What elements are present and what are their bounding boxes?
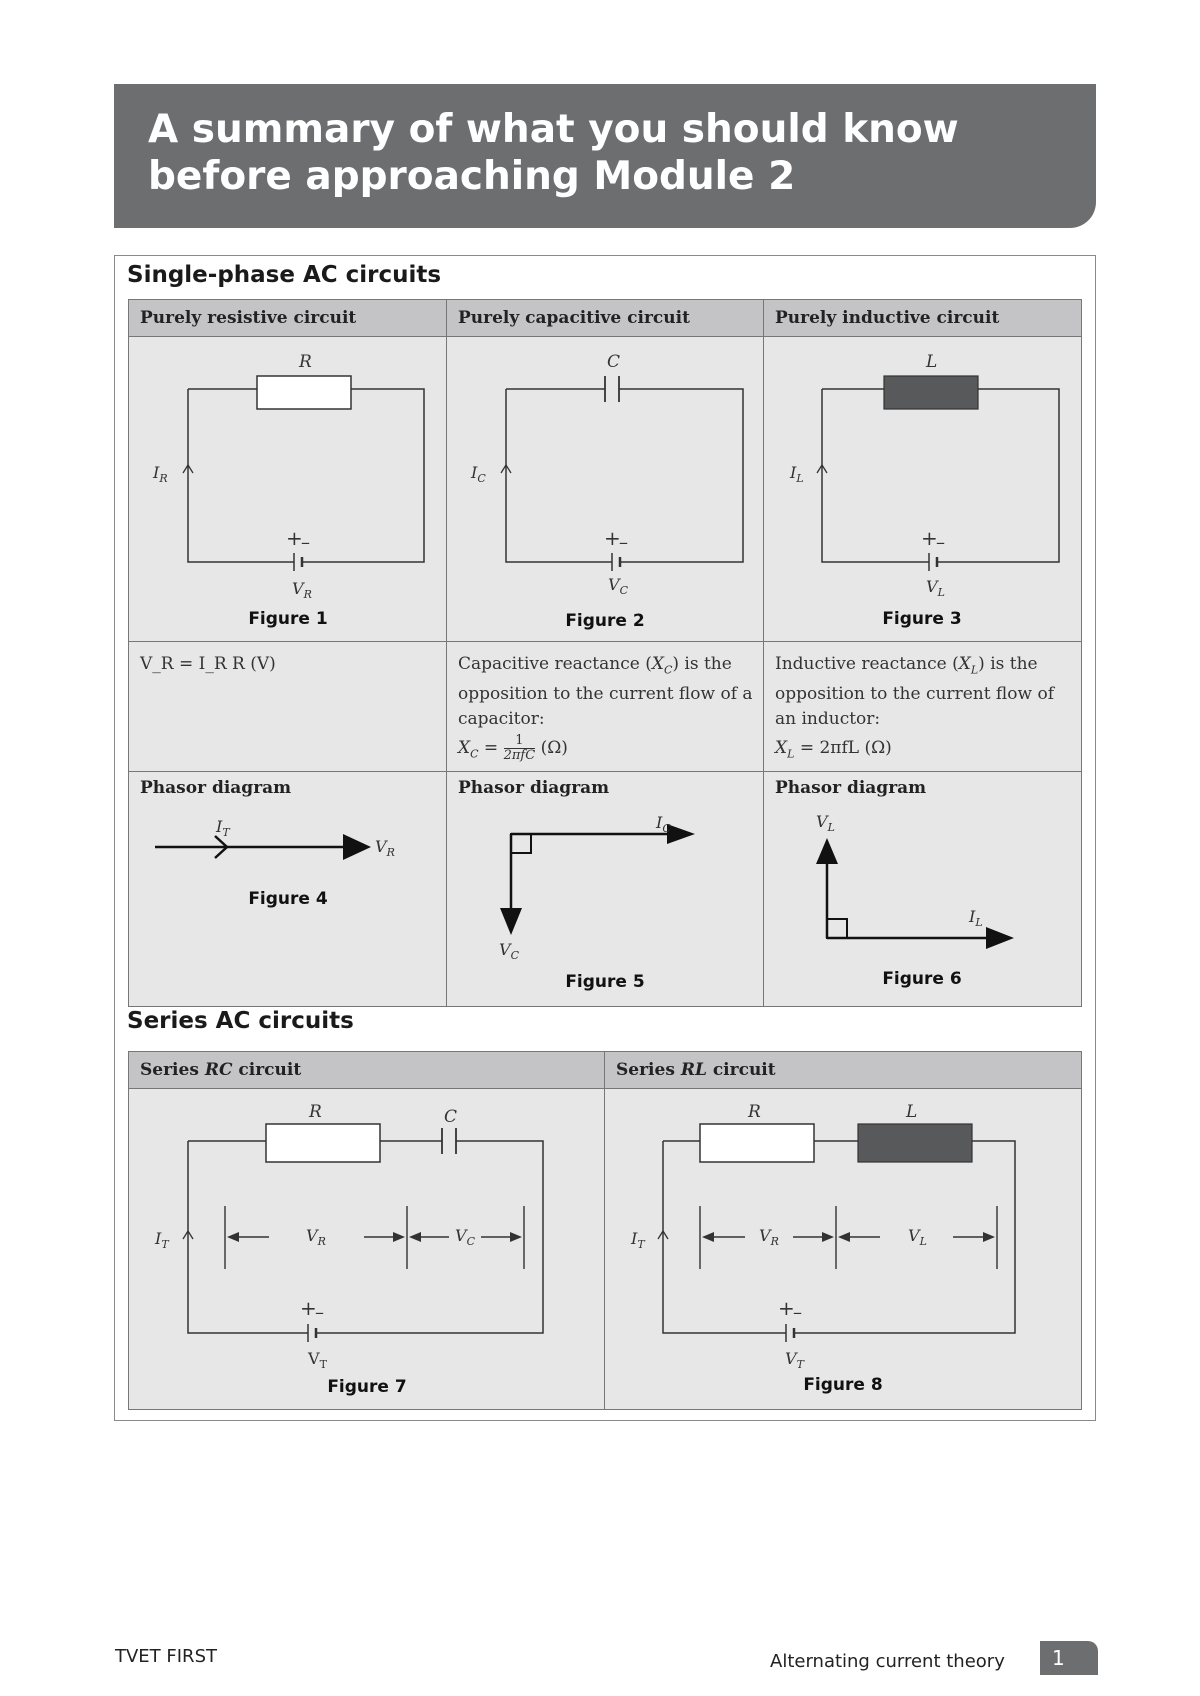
current-label: I <box>153 463 160 482</box>
svg-text:VR <box>759 1226 779 1248</box>
vr-arrow-left <box>702 1232 714 1242</box>
voltage-label: V <box>926 577 938 596</box>
resistor-symbol <box>700 1124 814 1162</box>
svg-text:VC <box>608 575 629 597</box>
voltage-label-sub: C <box>619 584 628 597</box>
footer-publisher: TVET FIRST <box>115 1646 217 1667</box>
current-label: I <box>631 1229 638 1248</box>
svg-text:C <box>607 352 620 372</box>
phasor-title: Phasor diagram <box>775 778 927 798</box>
section-title-series: Series AC circuits <box>127 1008 354 1034</box>
resistive-phasor-cell <box>129 772 447 1006</box>
capacitive-desc-sym: X <box>651 654 664 674</box>
vl-arrow-right <box>983 1232 995 1242</box>
vr-arrow-right <box>393 1232 405 1242</box>
phasor-current-sub: T <box>222 826 230 839</box>
footer-book-title: Alternating current theory <box>770 1651 1005 1672</box>
supply-label-sub: T <box>796 1358 804 1371</box>
inductive-circuit-cell <box>764 337 1081 642</box>
svg-text:IT <box>154 1229 170 1251</box>
current-label: I <box>155 1229 162 1248</box>
formula-lhs-sub: L <box>787 747 795 761</box>
page-title-line1: A summary of what you should know <box>148 107 959 152</box>
resistive-circuit-cell <box>129 337 447 642</box>
battery-plus: + <box>604 526 621 550</box>
current-label-sub: C <box>477 472 486 485</box>
svg-text:R <box>298 352 312 372</box>
supply-label: V <box>785 1349 797 1368</box>
single-phase-table <box>128 299 1082 1007</box>
capacitive-circuit-cell <box>447 337 764 642</box>
svg-text:VR <box>292 579 312 601</box>
vc-label-sub: C <box>466 1235 475 1248</box>
header-series-rc-a: Series <box>140 1060 205 1080</box>
current-label-sub: L <box>796 472 804 485</box>
component-label-l: L <box>906 1102 918 1122</box>
svg-text:VT <box>307 1349 328 1371</box>
resistive-phasor-diagram <box>129 772 447 1006</box>
figure-6-label: Figure 6 <box>882 969 962 989</box>
battery-plus: + <box>286 526 303 550</box>
svg-text:VT <box>785 1349 806 1371</box>
current-label: I <box>790 463 797 482</box>
capacitive-desc-b: ) is the opposition to the current flow of a capacitor: <box>458 654 753 730</box>
series-rl-cell <box>605 1089 1081 1409</box>
current-label: I <box>471 463 478 482</box>
component-label-r: R <box>309 1102 322 1122</box>
svg-text:IT <box>630 1229 646 1251</box>
current-phasor-arrowhead <box>667 824 695 844</box>
voltage-label-sub: R <box>303 588 312 601</box>
inductive-desc-b: ) is the opposition to the current flow of an inductor: <box>775 654 1054 730</box>
vc-arrow-right <box>510 1232 522 1242</box>
capacitive-reactance-text <box>458 652 753 767</box>
component-label-r: R <box>748 1102 761 1122</box>
inductive-phasor-cell <box>764 772 1081 1006</box>
title-banner <box>114 84 1096 228</box>
formula-denominator: 2πfC <box>503 748 536 764</box>
svg-text:R <box>747 1102 761 1122</box>
battery-minus: – <box>315 1302 324 1323</box>
svg-text:IL <box>789 463 804 485</box>
resistive-circuit-diagram <box>129 337 447 642</box>
battery-plus: + <box>778 1296 795 1320</box>
svg-text:IL <box>968 907 983 929</box>
voltage-label: V <box>608 575 620 594</box>
phasor-current-label: I <box>969 907 976 926</box>
phasor-voltage-sub: L <box>827 821 835 834</box>
vc-arrow-left <box>409 1232 421 1242</box>
header-series-rl-b: circuit <box>706 1060 776 1080</box>
current-label-sub: R <box>159 472 168 485</box>
svg-text:C <box>444 1107 457 1127</box>
figure-7-label: Figure 7 <box>327 1377 407 1397</box>
series-table <box>128 1051 1082 1410</box>
component-label-r: R <box>299 352 312 372</box>
phasor-current-sub: C <box>662 822 671 835</box>
voltage-label-sub: L <box>937 586 945 599</box>
inductive-reactance-formula <box>775 736 1071 766</box>
inductor-symbol <box>858 1124 972 1162</box>
formula-lhs: X <box>458 738 471 759</box>
battery-plus: + <box>300 1296 317 1320</box>
figure-3-label: Figure 3 <box>882 609 962 629</box>
series-rc-cell <box>129 1089 605 1409</box>
svg-text:VL <box>908 1226 927 1248</box>
header-series-rc-sym: RC <box>204 1060 233 1080</box>
formula-lhs: X <box>775 738 788 759</box>
vr-arrow-left <box>227 1232 239 1242</box>
series-rc-circuit-diagram <box>129 1089 605 1409</box>
inductive-desc-sym: X <box>958 654 971 674</box>
phasor-voltage-label: V <box>375 837 387 856</box>
voltage-label: V <box>292 579 304 598</box>
svg-text:VC <box>499 940 520 962</box>
header-series-rl-sym: RL <box>680 1060 707 1080</box>
svg-text:VR <box>306 1226 326 1248</box>
svg-text:IR <box>152 463 168 485</box>
svg-text:L <box>905 1102 917 1122</box>
page-number: 1 <box>1040 1641 1098 1675</box>
svg-text:VL <box>926 577 945 599</box>
header-capacitive: Purely capacitive circuit <box>447 300 764 337</box>
current-phasor-arrowhead <box>986 927 1014 949</box>
capacitive-phasor-diagram <box>447 772 764 1006</box>
capacitive-desc-a: Capacitive reactance ( <box>458 654 652 674</box>
battery-minus: – <box>936 532 945 553</box>
inductive-desc-sym-sub: L <box>970 663 979 677</box>
svg-text:L <box>925 352 937 372</box>
figure-8-label: Figure 8 <box>803 1375 883 1395</box>
header-resistive: Purely resistive circuit <box>129 300 447 337</box>
voltage-phasor-arrowhead <box>816 838 838 864</box>
battery-minus: – <box>619 532 628 553</box>
phasor-voltage-label: V <box>499 940 511 959</box>
ohms-law-formula: V_R = I_R R (V) <box>140 654 276 674</box>
header-series-rl <box>605 1052 1081 1089</box>
vr-label-sub: R <box>317 1235 326 1248</box>
phasor-current-label: I <box>656 813 663 832</box>
inductive-formula-cell <box>764 642 1081 772</box>
right-angle-marker <box>827 919 847 938</box>
battery-plus: + <box>921 526 938 550</box>
header-series-rc-b: circuit <box>232 1060 302 1080</box>
header-series-rl-a: Series <box>616 1060 681 1080</box>
right-angle-marker <box>511 834 531 853</box>
formula-lhs-sub: C <box>470 747 479 761</box>
resistor-symbol <box>266 1124 380 1162</box>
current-label-sub: T <box>161 1238 169 1251</box>
capacitive-formula-cell <box>447 642 764 772</box>
figure-4-label: Figure 4 <box>248 889 328 909</box>
vr-label-sub: R <box>770 1235 779 1248</box>
svg-text:IC <box>470 463 486 485</box>
capacitive-desc-sym-sub: C <box>663 663 673 677</box>
inductive-phasor-diagram <box>764 772 1081 1006</box>
vl-label-sub: L <box>919 1235 927 1248</box>
inductive-circuit-diagram <box>764 337 1081 642</box>
inductive-reactance-text <box>775 652 1071 767</box>
supply-label-sub: T <box>319 1358 327 1371</box>
svg-text:VR <box>375 837 395 859</box>
summary-frame <box>114 255 1096 1421</box>
voltage-phasor-arrowhead <box>343 834 371 860</box>
formula-unit: (Ω) <box>540 738 568 759</box>
svg-text:IC <box>655 813 671 835</box>
inductive-desc-a: Inductive reactance ( <box>775 654 959 674</box>
resistor-symbol <box>257 376 351 409</box>
battery-minus: – <box>301 532 310 553</box>
inductor-symbol <box>884 376 978 409</box>
page-title <box>148 106 1068 200</box>
resistive-formula-cell <box>129 642 447 772</box>
vr-arrow-right <box>822 1232 834 1242</box>
vl-label: V <box>908 1226 920 1245</box>
vl-arrow-left <box>838 1232 850 1242</box>
header-series-rc <box>129 1052 605 1089</box>
phasor-current-sub: L <box>975 916 983 929</box>
figure-1-label: Figure 1 <box>248 609 328 629</box>
phasor-title: Phasor diagram <box>140 778 292 798</box>
phasor-voltage-label: V <box>816 812 828 831</box>
figure-2-label: Figure 2 <box>565 611 645 631</box>
figure-5-label: Figure 5 <box>565 972 645 992</box>
formula-fraction <box>504 734 536 763</box>
component-label-c: C <box>444 1107 458 1127</box>
header-inductive: Purely inductive circuit <box>764 300 1081 337</box>
formula-rhs: = 2πfL (Ω) <box>794 738 892 759</box>
current-label-sub: T <box>637 1238 645 1251</box>
supply-label: V <box>308 1349 320 1368</box>
svg-text:VC <box>455 1226 476 1248</box>
phasor-current-label: I <box>216 817 223 836</box>
svg-text:VL <box>816 812 835 834</box>
phasor-voltage-sub: R <box>386 846 395 859</box>
component-label-c: C <box>607 352 621 372</box>
capacitive-circuit-diagram <box>447 337 764 642</box>
phasor-title: Phasor diagram <box>458 778 610 798</box>
capacitive-phasor-cell <box>447 772 764 1006</box>
page-title-line2: before approaching Module 2 <box>148 154 796 199</box>
voltage-phasor-arrowhead <box>500 908 522 935</box>
svg-text:IT <box>215 817 231 839</box>
vr-label: V <box>759 1226 771 1245</box>
capacitive-reactance-formula: $X_C$ = 1 2πfC (Ω) <box>458 733 568 764</box>
section-title-single-phase: Single-phase AC circuits <box>127 262 442 288</box>
vr-label: V <box>306 1226 318 1245</box>
vc-label: V <box>455 1226 467 1245</box>
phasor-voltage-sub: C <box>510 949 519 962</box>
battery-minus: – <box>793 1302 802 1323</box>
component-label-l: L <box>926 352 938 372</box>
series-rl-circuit-diagram <box>605 1089 1081 1409</box>
svg-text:R <box>308 1102 322 1122</box>
formula-numerator: 1 <box>504 734 536 749</box>
